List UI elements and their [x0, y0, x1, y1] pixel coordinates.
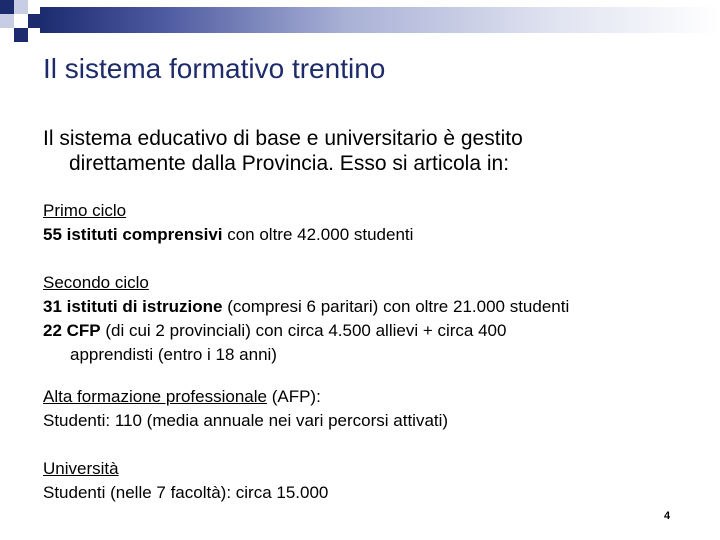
header-decoration — [0, 0, 720, 44]
section-line — [43, 295, 703, 319]
decor-square — [0, 14, 14, 28]
bold-text: 22 CFP — [43, 321, 101, 340]
section-line — [43, 319, 703, 343]
section-universita — [43, 457, 703, 505]
decor-square — [14, 14, 28, 28]
plain-text: (compresi 6 paritari) con oltre 21.000 studenti — [222, 297, 570, 316]
decor-square — [14, 0, 28, 14]
intro-text — [43, 126, 683, 176]
section-line: Studenti: 110 (media annuale nei vari percorsi attivati) — [43, 411, 449, 430]
plain-text: con oltre 42.000 studenti — [222, 225, 414, 244]
section-heading: Università — [43, 459, 119, 478]
section-afp — [43, 385, 703, 433]
page-number: 4 — [664, 510, 671, 522]
intro-line: direttamente dalla Provincia. Esso si articola in: — [69, 152, 510, 175]
section-secondo-ciclo — [43, 271, 703, 367]
intro-line: Il sistema educativo di base e universitario è gestito — [43, 127, 523, 150]
section-heading-line — [43, 385, 703, 409]
plain-text: (di cui 2 provinciali) con circa 4.500 allievi + circa 400 — [100, 321, 507, 340]
decor-square — [14, 28, 28, 42]
decor-square — [28, 14, 42, 28]
decor-square — [0, 0, 14, 14]
section-line — [43, 223, 703, 247]
section-line: apprendisti (entro i 18 anni) — [70, 345, 277, 364]
bold-text: 31 istituti di istruzione — [43, 297, 223, 316]
section-line: Studenti (nelle 7 facoltà): circa 15.000 — [43, 483, 329, 502]
header-gradient-bar — [40, 7, 720, 33]
decor-square — [0, 28, 14, 42]
section-heading: Secondo ciclo — [43, 273, 149, 292]
decor-square — [28, 0, 40, 14]
plain-text: (AFP): — [266, 387, 321, 406]
section-primo-ciclo — [43, 199, 703, 247]
slide-title: Il sistema formativo trentino — [43, 53, 386, 84]
bold-text: 55 istituti comprensivi — [43, 225, 223, 244]
section-heading: Primo ciclo — [43, 201, 127, 220]
section-heading: Alta formazione professionale — [43, 387, 267, 406]
